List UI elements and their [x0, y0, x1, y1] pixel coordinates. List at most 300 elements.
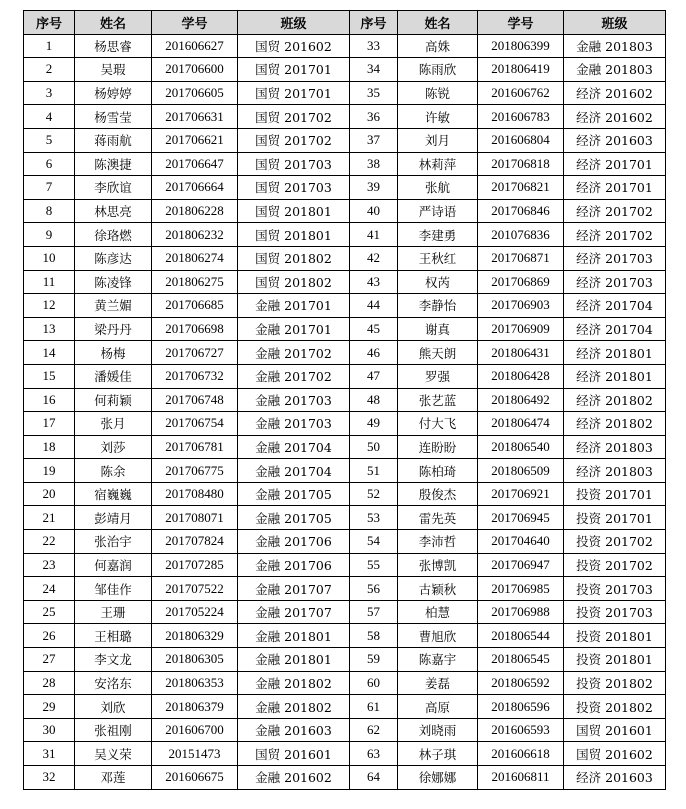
- cell-class-right: 经济 201704: [564, 317, 666, 341]
- cell-name-right: 林子琪: [398, 742, 478, 766]
- cell-student-id-left: 201806274: [152, 246, 238, 270]
- header-row: [24, 11, 666, 35]
- header-class-right: 班级: [564, 11, 666, 35]
- table-row: [24, 577, 666, 601]
- cell-student-id-left: 201707522: [152, 577, 238, 601]
- cell-class-left: 国贸 201802: [238, 246, 350, 270]
- cell-class-left: 金融 201706: [238, 530, 350, 554]
- cell-class-left: 国贸 201802: [238, 270, 350, 294]
- table-row: [24, 412, 666, 436]
- table-row: [24, 459, 666, 483]
- cell-class-right: 国贸 201602: [564, 742, 666, 766]
- table-container: [23, 10, 666, 790]
- table-row: [24, 695, 666, 719]
- table-row: [24, 388, 666, 412]
- cell-class-right: 投资 201703: [564, 577, 666, 601]
- cell-class-right: 投资 201802: [564, 695, 666, 719]
- cell-index-left: 10: [24, 246, 75, 270]
- cell-index-right: 62: [350, 718, 398, 742]
- student-roster-table: [23, 10, 666, 790]
- cell-class-left: 国贸 201703: [238, 176, 350, 200]
- cell-student-id-right: 201606783: [478, 105, 564, 129]
- cell-name-left: 宿巍巍: [75, 482, 152, 506]
- cell-index-right: 38: [350, 152, 398, 176]
- cell-name-left: 王珊: [75, 600, 152, 624]
- cell-name-left: 张祖刚: [75, 718, 152, 742]
- cell-class-left: 国贸 201801: [238, 199, 350, 223]
- cell-index-right: 39: [350, 176, 398, 200]
- cell-class-right: 投资 201701: [564, 482, 666, 506]
- header-index-left: 序号: [24, 11, 75, 35]
- cell-class-right: 经济 201803: [564, 459, 666, 483]
- cell-index-left: 7: [24, 176, 75, 200]
- cell-class-right: 经济 201602: [564, 81, 666, 105]
- cell-index-right: 37: [350, 128, 398, 152]
- cell-index-left: 23: [24, 553, 75, 577]
- cell-name-right: 陈嘉宇: [398, 648, 478, 672]
- cell-student-id-left: 201706664: [152, 176, 238, 200]
- cell-index-right: 59: [350, 648, 398, 672]
- cell-class-right: 经济 201702: [564, 223, 666, 247]
- cell-name-right: 张艺蓝: [398, 388, 478, 412]
- cell-class-right: 投资 201702: [564, 530, 666, 554]
- cell-student-id-right: 201806592: [478, 671, 564, 695]
- table-row: [24, 105, 666, 129]
- cell-student-id-right: 201606811: [478, 766, 564, 790]
- cell-student-id-left: 201706605: [152, 81, 238, 105]
- cell-class-right: 经济 201803: [564, 435, 666, 459]
- cell-index-left: 5: [24, 128, 75, 152]
- cell-student-id-left: 201706631: [152, 105, 238, 129]
- cell-name-left: 杨思睿: [75, 34, 152, 58]
- cell-class-right: 经济 201801: [564, 341, 666, 365]
- cell-student-id-left: 201706698: [152, 317, 238, 341]
- cell-index-left: 9: [24, 223, 75, 247]
- cell-student-id-right: 201806492: [478, 388, 564, 412]
- cell-index-left: 24: [24, 577, 75, 601]
- cell-name-left: 蒋雨航: [75, 128, 152, 152]
- cell-name-left: 黄兰媚: [75, 294, 152, 318]
- cell-name-left: 刘欣: [75, 695, 152, 719]
- cell-index-right: 41: [350, 223, 398, 247]
- table-row: [24, 128, 666, 152]
- table-row: [24, 600, 666, 624]
- table-row: [24, 223, 666, 247]
- cell-index-left: 17: [24, 412, 75, 436]
- cell-student-id-right: 201606618: [478, 742, 564, 766]
- cell-index-right: 42: [350, 246, 398, 270]
- cell-index-left: 22: [24, 530, 75, 554]
- cell-class-left: 金融 201704: [238, 459, 350, 483]
- cell-class-left: 国贸 201601: [238, 742, 350, 766]
- cell-class-left: 国贸 201702: [238, 128, 350, 152]
- cell-student-id-right: 201806540: [478, 435, 564, 459]
- header-index-right: 序号: [350, 11, 398, 35]
- cell-name-left: 陈凌锋: [75, 270, 152, 294]
- cell-name-right: 李沛哲: [398, 530, 478, 554]
- cell-class-left: 金融 201602: [238, 766, 350, 790]
- cell-index-left: 32: [24, 766, 75, 790]
- cell-class-left: 国贸 201703: [238, 152, 350, 176]
- cell-student-id-left: 201806228: [152, 199, 238, 223]
- table-row: [24, 317, 666, 341]
- cell-name-left: 吴瑕: [75, 58, 152, 82]
- cell-index-right: 55: [350, 553, 398, 577]
- cell-class-right: 经济 201701: [564, 176, 666, 200]
- table-row: [24, 364, 666, 388]
- cell-index-right: 34: [350, 58, 398, 82]
- cell-class-right: 投资 201801: [564, 624, 666, 648]
- cell-name-left: 李欣谊: [75, 176, 152, 200]
- cell-class-left: 金融 201706: [238, 553, 350, 577]
- cell-name-right: 罗强: [398, 364, 478, 388]
- cell-index-left: 14: [24, 341, 75, 365]
- cell-index-left: 18: [24, 435, 75, 459]
- cell-index-right: 60: [350, 671, 398, 695]
- cell-index-left: 20: [24, 482, 75, 506]
- cell-student-id-left: 201706600: [152, 58, 238, 82]
- table-row: [24, 506, 666, 530]
- cell-student-id-right: 201806474: [478, 412, 564, 436]
- cell-student-id-left: 201707285: [152, 553, 238, 577]
- cell-name-left: 陈彦达: [75, 246, 152, 270]
- cell-student-id-left: 201606627: [152, 34, 238, 58]
- cell-student-id-left: 201705224: [152, 600, 238, 624]
- cell-index-right: 51: [350, 459, 398, 483]
- cell-index-right: 63: [350, 742, 398, 766]
- cell-class-right: 经济 201701: [564, 152, 666, 176]
- cell-name-right: 徐娜娜: [398, 766, 478, 790]
- header-student-id-left: 学号: [152, 11, 238, 35]
- cell-student-id-left: 201606675: [152, 766, 238, 790]
- cell-student-id-left: 201806353: [152, 671, 238, 695]
- cell-class-left: 国贸 201701: [238, 58, 350, 82]
- cell-index-right: 43: [350, 270, 398, 294]
- cell-class-left: 金融 201603: [238, 718, 350, 742]
- cell-class-left: 金融 201801: [238, 648, 350, 672]
- cell-name-right: 张航: [398, 176, 478, 200]
- cell-class-right: 金融 201803: [564, 34, 666, 58]
- cell-index-left: 25: [24, 600, 75, 624]
- cell-index-left: 6: [24, 152, 75, 176]
- cell-class-right: 国贸 201601: [564, 718, 666, 742]
- cell-class-right: 投资 201701: [564, 506, 666, 530]
- table-header: [24, 11, 666, 35]
- cell-index-left: 29: [24, 695, 75, 719]
- cell-name-right: 刘月: [398, 128, 478, 152]
- cell-class-left: 金融 201701: [238, 294, 350, 318]
- cell-name-left: 林思亮: [75, 199, 152, 223]
- cell-name-left: 彭靖月: [75, 506, 152, 530]
- cell-index-left: 26: [24, 624, 75, 648]
- cell-name-right: 张博凯: [398, 553, 478, 577]
- cell-student-id-left: 201806275: [152, 270, 238, 294]
- table-row: [24, 152, 666, 176]
- cell-index-left: 30: [24, 718, 75, 742]
- cell-student-id-left: 201706621: [152, 128, 238, 152]
- cell-name-left: 杨婷婷: [75, 81, 152, 105]
- cell-student-id-left: 201806305: [152, 648, 238, 672]
- cell-index-left: 31: [24, 742, 75, 766]
- cell-index-left: 8: [24, 199, 75, 223]
- cell-class-left: 国贸 201702: [238, 105, 350, 129]
- cell-student-id-left: 201706748: [152, 388, 238, 412]
- cell-index-right: 52: [350, 482, 398, 506]
- cell-name-left: 杨梅: [75, 341, 152, 365]
- table-row: [24, 624, 666, 648]
- cell-name-left: 安洺东: [75, 671, 152, 695]
- cell-index-right: 53: [350, 506, 398, 530]
- cell-name-right: 高姝: [398, 34, 478, 58]
- cell-student-id-right: 201706818: [478, 152, 564, 176]
- cell-index-right: 46: [350, 341, 398, 365]
- table-row: [24, 553, 666, 577]
- cell-name-right: 古颖秋: [398, 577, 478, 601]
- cell-student-id-left: 201708071: [152, 506, 238, 530]
- cell-name-left: 何嘉润: [75, 553, 152, 577]
- cell-name-right: 陈锐: [398, 81, 478, 105]
- cell-name-right: 谢真: [398, 317, 478, 341]
- cell-student-id-right: 201806509: [478, 459, 564, 483]
- cell-index-left: 4: [24, 105, 75, 129]
- cell-class-right: 经济 201704: [564, 294, 666, 318]
- cell-student-id-right: 201706947: [478, 553, 564, 577]
- cell-name-right: 付大飞: [398, 412, 478, 436]
- table-row: [24, 718, 666, 742]
- cell-index-left: 15: [24, 364, 75, 388]
- cell-name-right: 陈柏琦: [398, 459, 478, 483]
- cell-name-right: 殷俊杰: [398, 482, 478, 506]
- cell-name-right: 王秋红: [398, 246, 478, 270]
- cell-student-id-right: 201806544: [478, 624, 564, 648]
- cell-student-id-right: 201076836: [478, 223, 564, 247]
- cell-name-left: 李文龙: [75, 648, 152, 672]
- cell-index-right: 54: [350, 530, 398, 554]
- cell-class-right: 经济 201703: [564, 246, 666, 270]
- cell-name-right: 熊天朗: [398, 341, 478, 365]
- cell-student-id-left: 201707824: [152, 530, 238, 554]
- cell-student-id-left: 201806329: [152, 624, 238, 648]
- cell-student-id-left: 201706685: [152, 294, 238, 318]
- cell-index-right: 35: [350, 81, 398, 105]
- cell-class-right: 金融 201803: [564, 58, 666, 82]
- cell-index-left: 28: [24, 671, 75, 695]
- table-row: [24, 270, 666, 294]
- cell-class-left: 金融 201705: [238, 506, 350, 530]
- cell-class-left: 金融 201801: [238, 624, 350, 648]
- cell-index-right: 57: [350, 600, 398, 624]
- cell-class-right: 经济 201603: [564, 766, 666, 790]
- cell-name-left: 张月: [75, 412, 152, 436]
- table-row: [24, 199, 666, 223]
- cell-student-id-left: 201606700: [152, 718, 238, 742]
- table-row: [24, 176, 666, 200]
- cell-name-right: 连盼盼: [398, 435, 478, 459]
- table-row: [24, 81, 666, 105]
- cell-name-right: 刘晓雨: [398, 718, 478, 742]
- cell-index-left: 1: [24, 34, 75, 58]
- cell-index-right: 56: [350, 577, 398, 601]
- cell-student-id-left: 201706727: [152, 341, 238, 365]
- cell-student-id-right: 201606762: [478, 81, 564, 105]
- header-name-right: 姓名: [398, 11, 478, 35]
- cell-class-left: 国贸 201801: [238, 223, 350, 247]
- cell-index-right: 44: [350, 294, 398, 318]
- header-class-left: 班级: [238, 11, 350, 35]
- cell-class-right: 经济 201801: [564, 364, 666, 388]
- cell-student-id-right: 201706821: [478, 176, 564, 200]
- cell-name-left: 王相璐: [75, 624, 152, 648]
- cell-class-right: 投资 201801: [564, 648, 666, 672]
- cell-student-id-right: 201706909: [478, 317, 564, 341]
- cell-student-id-left: 201706781: [152, 435, 238, 459]
- cell-student-id-right: 201706846: [478, 199, 564, 223]
- cell-class-right: 经济 201603: [564, 128, 666, 152]
- cell-class-left: 金融 201802: [238, 671, 350, 695]
- cell-student-id-right: 201806428: [478, 364, 564, 388]
- cell-student-id-right: 201706988: [478, 600, 564, 624]
- cell-index-right: 58: [350, 624, 398, 648]
- cell-student-id-right: 201706869: [478, 270, 564, 294]
- cell-index-left: 27: [24, 648, 75, 672]
- cell-index-right: 61: [350, 695, 398, 719]
- cell-student-id-left: 201706732: [152, 364, 238, 388]
- cell-student-id-right: 201806419: [478, 58, 564, 82]
- cell-name-left: 张治宇: [75, 530, 152, 554]
- table-row: [24, 341, 666, 365]
- cell-index-right: 36: [350, 105, 398, 129]
- cell-student-id-right: 201806545: [478, 648, 564, 672]
- cell-student-id-right: 201704640: [478, 530, 564, 554]
- cell-class-right: 投资 201703: [564, 600, 666, 624]
- cell-class-left: 金融 201703: [238, 412, 350, 436]
- cell-name-right: 陈雨欣: [398, 58, 478, 82]
- cell-class-left: 金融 201707: [238, 577, 350, 601]
- cell-index-right: 40: [350, 199, 398, 223]
- table-row: [24, 671, 666, 695]
- cell-index-right: 47: [350, 364, 398, 388]
- cell-index-right: 50: [350, 435, 398, 459]
- cell-index-left: 12: [24, 294, 75, 318]
- header-student-id-right: 学号: [478, 11, 564, 35]
- cell-student-id-left: 201706775: [152, 459, 238, 483]
- cell-student-id-right: 201606593: [478, 718, 564, 742]
- table-row: [24, 648, 666, 672]
- cell-student-id-right: 201706871: [478, 246, 564, 270]
- cell-student-id-right: 201706903: [478, 294, 564, 318]
- cell-name-left: 陈澳捷: [75, 152, 152, 176]
- cell-index-left: 19: [24, 459, 75, 483]
- cell-class-left: 金融 201701: [238, 317, 350, 341]
- cell-student-id-right: 201806596: [478, 695, 564, 719]
- table-row: [24, 766, 666, 790]
- cell-class-left: 金融 201702: [238, 341, 350, 365]
- cell-class-right: 经济 201702: [564, 199, 666, 223]
- cell-name-left: 邓莲: [75, 766, 152, 790]
- cell-class-left: 国贸 201701: [238, 81, 350, 105]
- cell-student-id-right: 201806431: [478, 341, 564, 365]
- table-row: [24, 435, 666, 459]
- cell-student-id-left: 201706754: [152, 412, 238, 436]
- cell-name-left: 吴义荣: [75, 742, 152, 766]
- cell-name-left: 杨雪莹: [75, 105, 152, 129]
- cell-index-left: 3: [24, 81, 75, 105]
- cell-name-right: 李静怡: [398, 294, 478, 318]
- cell-name-right: 曹旭欣: [398, 624, 478, 648]
- table-row: [24, 482, 666, 506]
- cell-name-right: 李建勇: [398, 223, 478, 247]
- cell-class-right: 经济 201802: [564, 388, 666, 412]
- cell-index-right: 33: [350, 34, 398, 58]
- cell-name-left: 刘莎: [75, 435, 152, 459]
- cell-name-right: 雷先英: [398, 506, 478, 530]
- cell-class-right: 经济 201602: [564, 105, 666, 129]
- table-row: [24, 294, 666, 318]
- cell-class-left: 金融 201704: [238, 435, 350, 459]
- cell-class-right: 经济 201802: [564, 412, 666, 436]
- cell-name-left: 陈余: [75, 459, 152, 483]
- cell-name-left: 潘媛佳: [75, 364, 152, 388]
- cell-student-id-right: 201706945: [478, 506, 564, 530]
- cell-student-id-right: 201706985: [478, 577, 564, 601]
- cell-class-left: 国贸 201602: [238, 34, 350, 58]
- table-row: [24, 58, 666, 82]
- table-row: [24, 530, 666, 554]
- cell-student-id-left: 201706647: [152, 152, 238, 176]
- cell-student-id-left: 201708480: [152, 482, 238, 506]
- cell-index-right: 49: [350, 412, 398, 436]
- cell-index-right: 45: [350, 317, 398, 341]
- cell-class-left: 金融 201703: [238, 388, 350, 412]
- cell-name-left: 邹佳作: [75, 577, 152, 601]
- cell-name-right: 柏慧: [398, 600, 478, 624]
- cell-name-left: 徐珞燃: [75, 223, 152, 247]
- cell-name-left: 何莉颖: [75, 388, 152, 412]
- cell-index-left: 16: [24, 388, 75, 412]
- cell-index-left: 13: [24, 317, 75, 341]
- table-row: [24, 246, 666, 270]
- cell-student-id-left: 20151473: [152, 742, 238, 766]
- cell-index-right: 48: [350, 388, 398, 412]
- header-name-left: 姓名: [75, 11, 152, 35]
- cell-class-left: 金融 201705: [238, 482, 350, 506]
- cell-class-left: 金融 201707: [238, 600, 350, 624]
- cell-class-right: 投资 201702: [564, 553, 666, 577]
- cell-class-left: 金融 201702: [238, 364, 350, 388]
- table-body: [24, 34, 666, 789]
- cell-student-id-right: 201706921: [478, 482, 564, 506]
- cell-student-id-left: 201806232: [152, 223, 238, 247]
- cell-name-left: 梁丹丹: [75, 317, 152, 341]
- cell-name-right: 许敏: [398, 105, 478, 129]
- cell-index-left: 11: [24, 270, 75, 294]
- table-row: [24, 34, 666, 58]
- cell-student-id-right: 201606804: [478, 128, 564, 152]
- cell-class-right: 投资 201802: [564, 671, 666, 695]
- cell-student-id-left: 201806379: [152, 695, 238, 719]
- cell-name-right: 权芮: [398, 270, 478, 294]
- table-row: [24, 742, 666, 766]
- cell-student-id-right: 201806399: [478, 34, 564, 58]
- cell-name-right: 严诗语: [398, 199, 478, 223]
- cell-index-left: 21: [24, 506, 75, 530]
- cell-class-right: 经济 201703: [564, 270, 666, 294]
- cell-name-right: 高原: [398, 695, 478, 719]
- cell-name-right: 林莉萍: [398, 152, 478, 176]
- cell-name-right: 姜磊: [398, 671, 478, 695]
- cell-class-left: 金融 201802: [238, 695, 350, 719]
- cell-index-right: 64: [350, 766, 398, 790]
